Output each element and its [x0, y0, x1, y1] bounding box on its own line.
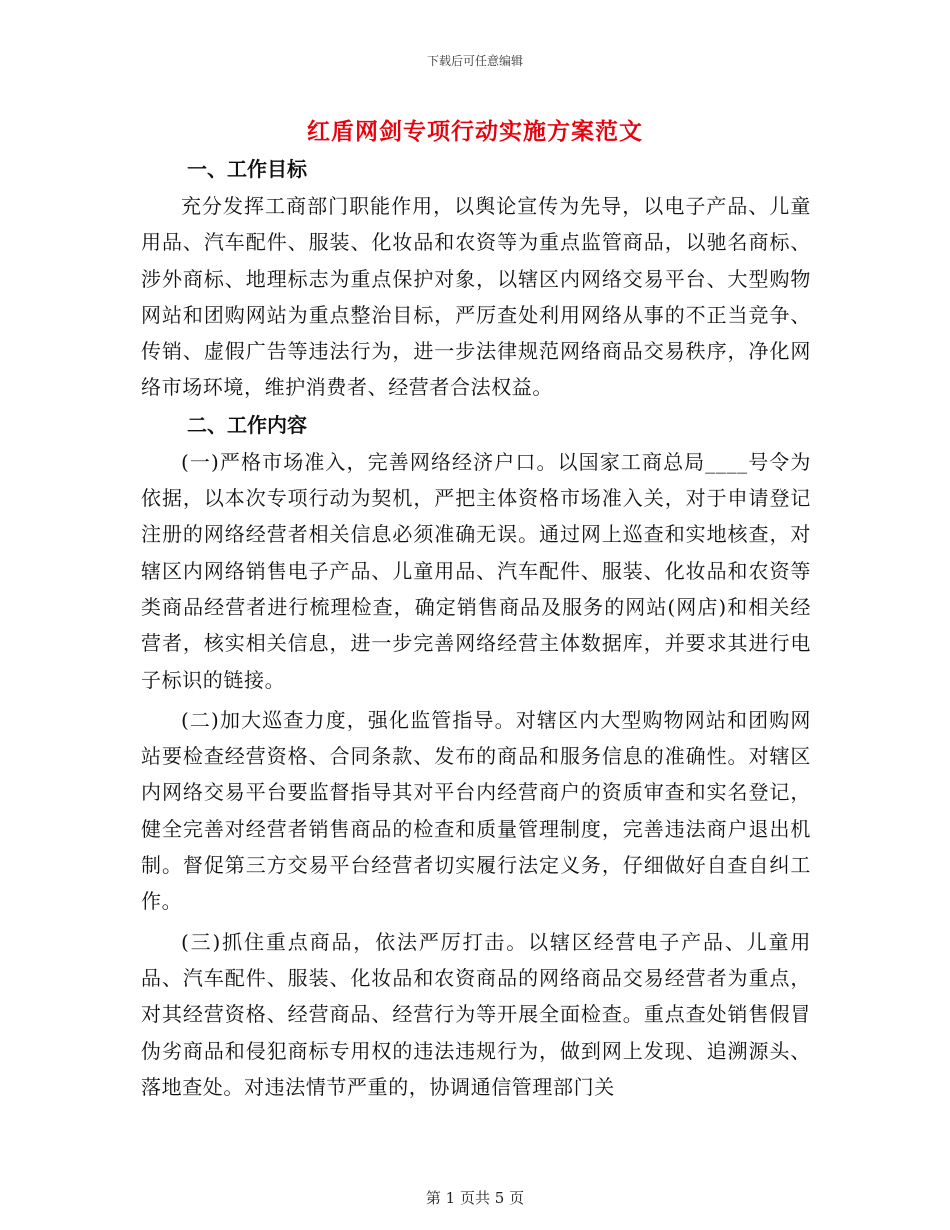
paragraph-content-2: (二)加大巡查力度，强化监管指导。对辖区内大型购物网站和团购网站要检查经营资格、合同条款、发布的商品和服务信息的准确性。对辖区内网络交易平台要监督指导其对平台内经营商户的资质审查和实名登记，健全完善对经营者销售商品的检查和质量管理制度，完善违法商户退出机制。督促第三方交易平台经营者切实履行法定义务，仔细做好自查自纠工作。	[141, 707, 811, 914]
paragraph-content-3: (三)抓住重点商品，依法严厉打击。以辖区经营电子产品、儿童用品、汽车配件、服装、化妆品和农资商品的网络商品交易经营者为重点，对其经营资格、经营商品、经营行为等开展全面检查。重点查处销售假冒伪劣商品和侵犯商标专用权的违法违规行为，做到网上发现、追溯源头、落地查处。对违法情节严重的，协调通信管理部门关	[141, 929, 811, 1099]
document-title: 红盾网剑专项行动实施方案范文	[307, 118, 643, 145]
document-body	[141, 150, 811, 1105]
paragraph-goals: 充分发挥工商部门职能作用，以舆论宣传为先导，以电子产品、儿童用品、汽车配件、服装、化妆品和农资等为重点监管商品，以驰名商标、涉外商标、地理标志为重点保护对象，以辖区内网络交易平台、大型购物网站和团购网站为重点整治目标，严厉查处利用网络从事的不正当竞争、传销、虚假广告等违法行为，进一步法律规范网络商品交易秩序，净化网络市场环境，维护消费者、经营者合法权益。	[141, 194, 811, 400]
page-number: 第 1 页共 5 页	[425, 1189, 525, 1207]
paragraph-content-1: (一)严格市场准入，完善网络经济户口。以国家工商总局____号令为依据，以本次专项行动为契机，严把主体资格市场准入关，对于申请登记注册的网络经营者相关信息必须准确无误。通过网上巡查和实地核查，对辖区内网络销售电子产品、儿童用品、汽车配件、服装、化妆品和农资等类商品经营者进行梳理检查，确定销售商品及服务的网站(网店)和相关经营者，核实相关信息，进一步完善网络经营主体数据库，并要求其进行电子标识的链接。	[141, 449, 811, 692]
header-note: 下载后可任意编辑	[426, 54, 523, 68]
section-heading-goals: 一、工作目标	[187, 157, 307, 181]
section-heading-content: 二、工作内容	[187, 412, 307, 437]
